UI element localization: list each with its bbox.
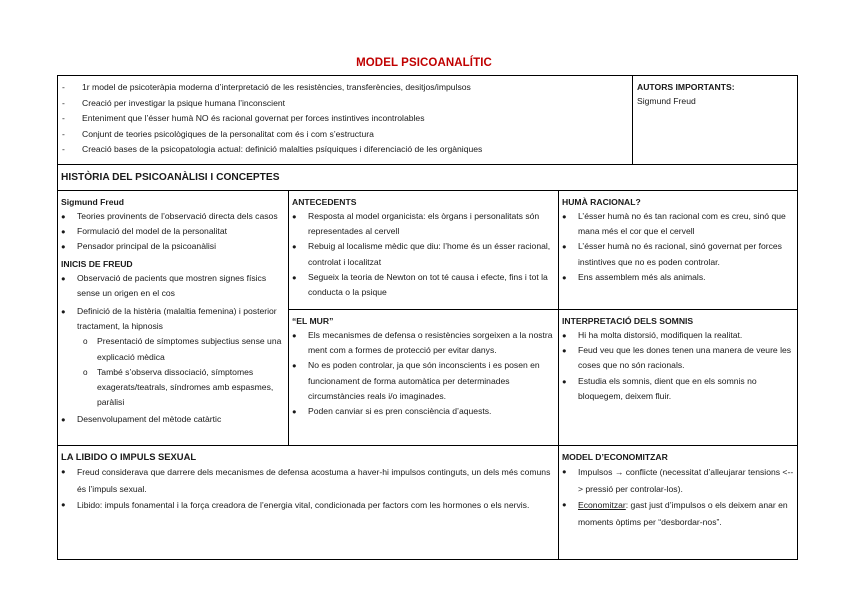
history-heading: HISTÒRIA DEL PSICOANÀLISI I CONCEPTES <box>61 172 280 183</box>
huma-cell <box>562 195 794 285</box>
economitzar-cell <box>562 450 794 530</box>
economitzar-term: Economitzar <box>578 500 626 510</box>
list-item: ● Resposta al model organicista: els òrgans i personalitats són representades al cervell <box>292 209 554 239</box>
list-item: ● No es poden controlar, ja que són inconscients i es posen en funcionament de forma automàtica per determinades circumstàncies reals i/o imaginades. <box>292 358 554 404</box>
list-item: ● Hi ha molta distorsió, modifiquen la realitat. <box>562 328 794 343</box>
list-item: ● Estudia els somnis, dient que en els somnis no bloquegem, deixem fluir. <box>562 374 794 404</box>
list-item <box>562 497 794 530</box>
list-item: ● Freud considerava que darrere dels mecanismes de defensa acostuma a haver-hi impulsos continguts, un dels més comuns és l’impuls sexual. <box>61 464 554 497</box>
libido-heading: LA LIBIDO O IMPULS SEXUAL <box>61 451 197 462</box>
page-title: MODEL PSICOANALÍTIC <box>356 57 492 69</box>
list-item: - Enteniment que l’ésser humà NO és racional governat per forces instintives incontrolables <box>60 111 630 127</box>
list-item: ● Impulsos → conflicte (necessitat d’alleujarar tensions <--> pressió per controlar-los). <box>562 464 794 497</box>
intro-list <box>60 80 630 158</box>
list-item: ● Rebuig al localisme mèdic que diu: l’home és un ésser racional, controlat i localitzat <box>292 239 554 269</box>
inicis-heading: INICIS DE FREUD <box>61 258 133 269</box>
list-item: ● Els mecanismes de defensa o resistències sorgeixen a la nostra ment com a formes de protecció per evitar danys. <box>292 328 554 358</box>
list-item: ● Formulació del model de la personalitat <box>61 224 283 239</box>
authors-heading: AUTORS IMPORTANTS: <box>637 82 735 92</box>
sub-list-item: o Presentació de símptomes subjectius sense una explicació mèdica <box>61 334 283 364</box>
table-divider <box>558 190 559 560</box>
list-item: ● Teories provinents de l’observació directa dels casos <box>61 209 283 224</box>
economitzar-heading: MODEL D’ECONOMITZAR <box>562 452 668 462</box>
list-item: ● Definició de la histèria (malaltia femenina) i posterior tractament, la hipnosis <box>61 304 283 334</box>
list-item: ● Ens assemblem més als animals. <box>562 270 794 285</box>
table-divider <box>57 164 798 165</box>
list-item: ● L’ésser humà no és tan racional com es creu, sinó que mana més el cor que el cervell <box>562 209 794 239</box>
table-divider <box>57 445 798 446</box>
list-item: ● Pensador principal de la psicoanàlisi <box>61 239 283 254</box>
freud-heading: Sigmund Freud <box>61 197 125 207</box>
list-item: - Creació bases de la psicopatologia actual: definició malalties psíquiques i diferenciació de les orgàniques <box>60 142 630 158</box>
list-item: ● Segueix la teoria de Newton on tot té causa i efecte, fins i tot la conducta o la psique <box>292 270 554 300</box>
list-item: ● Desenvolupament del mètode catàrtic <box>61 412 283 427</box>
list-item: ● Observació de pacients que mostren signes físics sense un origen en el cos <box>61 271 283 301</box>
sub-list-item: o També s’observa dissociació, símptomes exagerats/teatrals, síndromes amb espasmes, paràlisi <box>61 365 283 411</box>
authors-cell <box>637 80 795 110</box>
antecedents-cell <box>292 195 554 300</box>
table-divider <box>288 190 289 445</box>
list-item: ● Poden canviar si es pren consciència d’aquests. <box>292 404 554 419</box>
table-divider <box>57 190 798 191</box>
table-divider <box>632 75 633 164</box>
list-item: - Conjunt de teories psicològiques de la personalitat com és i com s’estructura <box>60 127 630 143</box>
list-item: - 1r model de psicoteràpia moderna d’interpretació de les resistències, transferències, desitjos/impulsos <box>60 80 630 96</box>
table-divider <box>288 309 798 310</box>
freud-cell <box>61 195 283 428</box>
list-item: ● L’ésser humà no és racional, sinó governat per forces instintives que no es poden controlar. <box>562 239 794 269</box>
author-name: Sigmund Freud <box>637 96 696 106</box>
somnis-heading: INTERPRETACIÓ DELS SOMNIS <box>562 316 694 326</box>
list-item: - Creació per investigar la psique humana l’inconscient <box>60 96 630 112</box>
libido-cell <box>61 450 554 514</box>
somnis-cell <box>562 314 794 404</box>
list-item: ● Libido: impuls fonamental i la força creadora de l’energia vital, condicionada per factors com les hormones o els nervis. <box>61 497 554 514</box>
list-item: ● Feud veu que les dones tenen una manera de veure les coses que no són racionals. <box>562 343 794 373</box>
antecedents-heading: ANTECEDENTS <box>292 197 357 207</box>
mur-cell <box>292 314 554 419</box>
economitzar-definition: : gast just d’impulsos o els deixem anar en moments òptims per “desbordar-nos”. <box>578 500 788 527</box>
mur-heading: “EL MUR” <box>292 316 334 326</box>
huma-heading: HUMÀ RACIONAL? <box>562 197 641 207</box>
